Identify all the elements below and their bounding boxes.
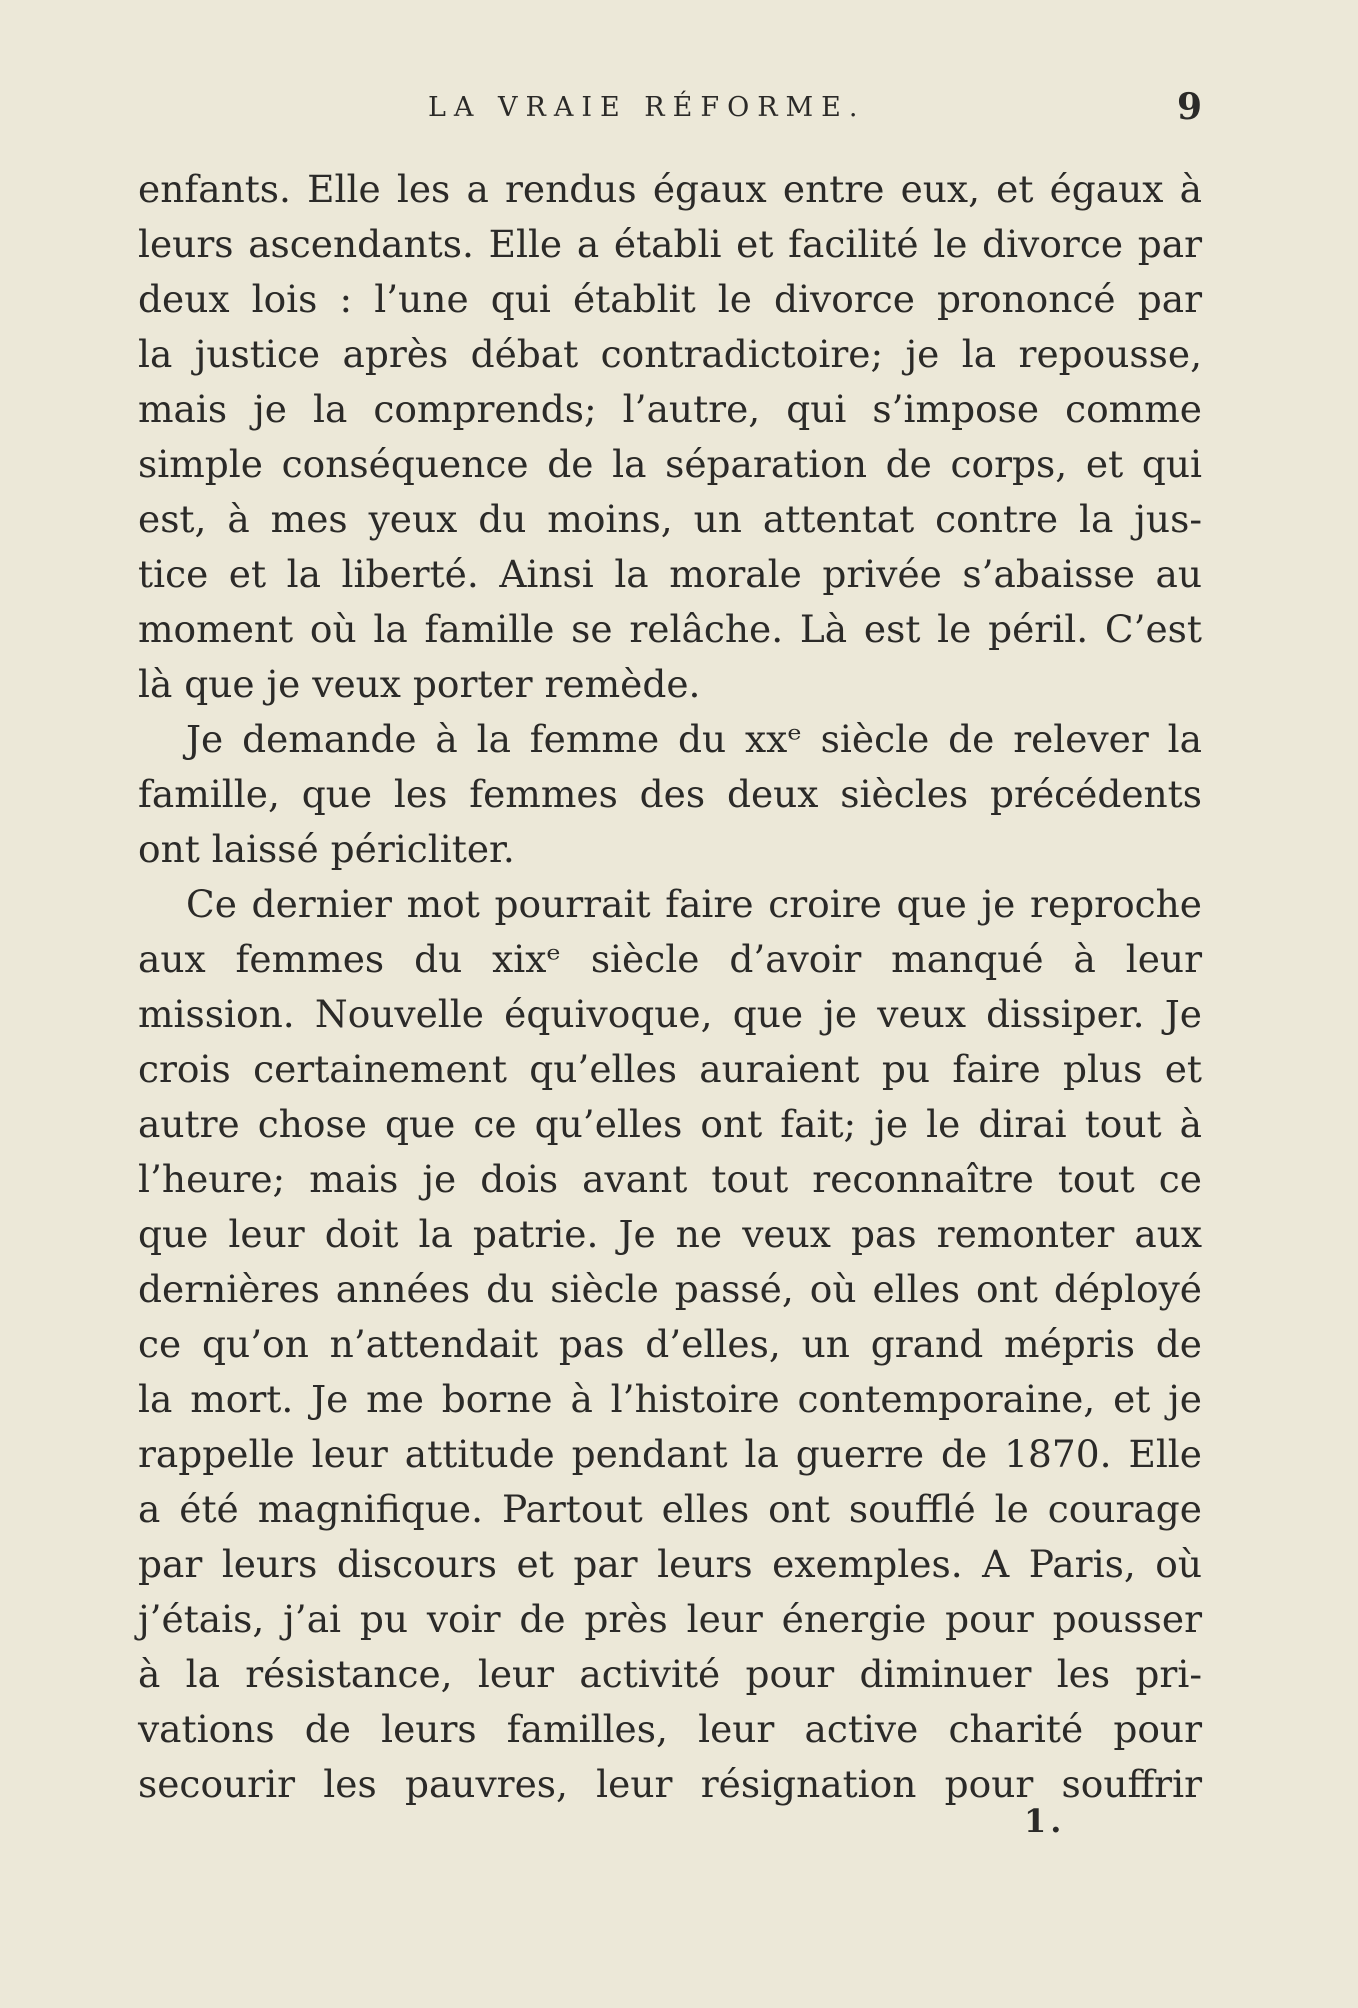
signature-mark: 1.	[1024, 1802, 1066, 1840]
text-line: à la résistance, leur activité pour diminuer les pri-	[138, 1652, 1202, 1696]
text-line: la mort. Je me borne à l’histoire contemporaine, et je	[138, 1377, 1202, 1421]
page-body	[138, 162, 1202, 1812]
text-line: vations de leurs familles, leur active charité pour	[138, 1707, 1202, 1751]
text-line: dernières années du siècle passé, où elles ont déployé	[138, 1267, 1202, 1311]
text-line: mais je la comprends; l’autre, qui s’impose comme	[138, 387, 1202, 431]
text-line: par leurs discours et par leurs exemples. A Paris, où	[138, 1542, 1202, 1586]
page-header	[138, 86, 1202, 136]
running-title: LA VRAIE RÉFORME.	[428, 92, 866, 123]
paragraph-end-line: ont laissé péricliter.	[138, 827, 515, 871]
paragraph-end-line: là que je veux porter remède.	[138, 662, 701, 706]
text-line: deux lois : l’une qui établit le divorce prononcé par	[138, 277, 1202, 321]
text-line: l’heure; mais je dois avant tout reconnaître tout ce	[138, 1157, 1202, 1201]
text-line: leurs ascendants. Elle a établi et facilité le divorce par	[138, 222, 1202, 266]
text-line: enfants. Elle les a rendus égaux entre eux, et égaux à	[138, 167, 1202, 211]
page-number: 9	[1176, 86, 1202, 128]
text-line: aux femmes du xixᵉ siècle d’avoir manqué à leur	[138, 937, 1202, 981]
text-line: ce qu’on n’attendait pas d’elles, un grand mépris de	[138, 1322, 1202, 1366]
text-line: autre chose que ce qu’elles ont fait; je le dirai tout à	[138, 1102, 1202, 1146]
text-line: moment où la famille se relâche. Là est le péril. C’est	[138, 607, 1202, 651]
text-line: la justice après débat contradictoire; je la repousse,	[138, 332, 1202, 376]
paragraph-first-line: Je demande à la femme du xxᵉ siècle de relever la	[186, 717, 1202, 761]
text-line: que leur doit la patrie. Je ne veux pas remonter aux	[138, 1212, 1202, 1256]
text-line: mission. Nouvelle équivoque, que je veux dissiper. Je	[138, 992, 1202, 1036]
text-line: j’étais, j’ai pu voir de près leur énergie pour pousser	[138, 1597, 1202, 1641]
text-line: a été magnifique. Partout elles ont soufflé le courage	[138, 1487, 1202, 1531]
text-line: secourir les pauvres, leur résignation pour souffrir	[138, 1762, 1202, 1806]
paragraph-first-line: Ce dernier mot pourrait faire croire que je reproche	[186, 882, 1202, 926]
text-line: est, à mes yeux du moins, un attentat contre la jus-	[138, 497, 1202, 541]
text-line: simple conséquence de la séparation de corps, et qui	[138, 442, 1202, 486]
text-line: rappelle leur attitude pendant la guerre de 1870. Elle	[138, 1432, 1202, 1476]
text-line: famille, que les femmes des deux siècles précédents	[138, 772, 1202, 816]
text-line: crois certainement qu’elles auraient pu faire plus et	[138, 1047, 1202, 1091]
text-line: tice et la liberté. Ainsi la morale privée s’abaisse au	[138, 552, 1202, 596]
